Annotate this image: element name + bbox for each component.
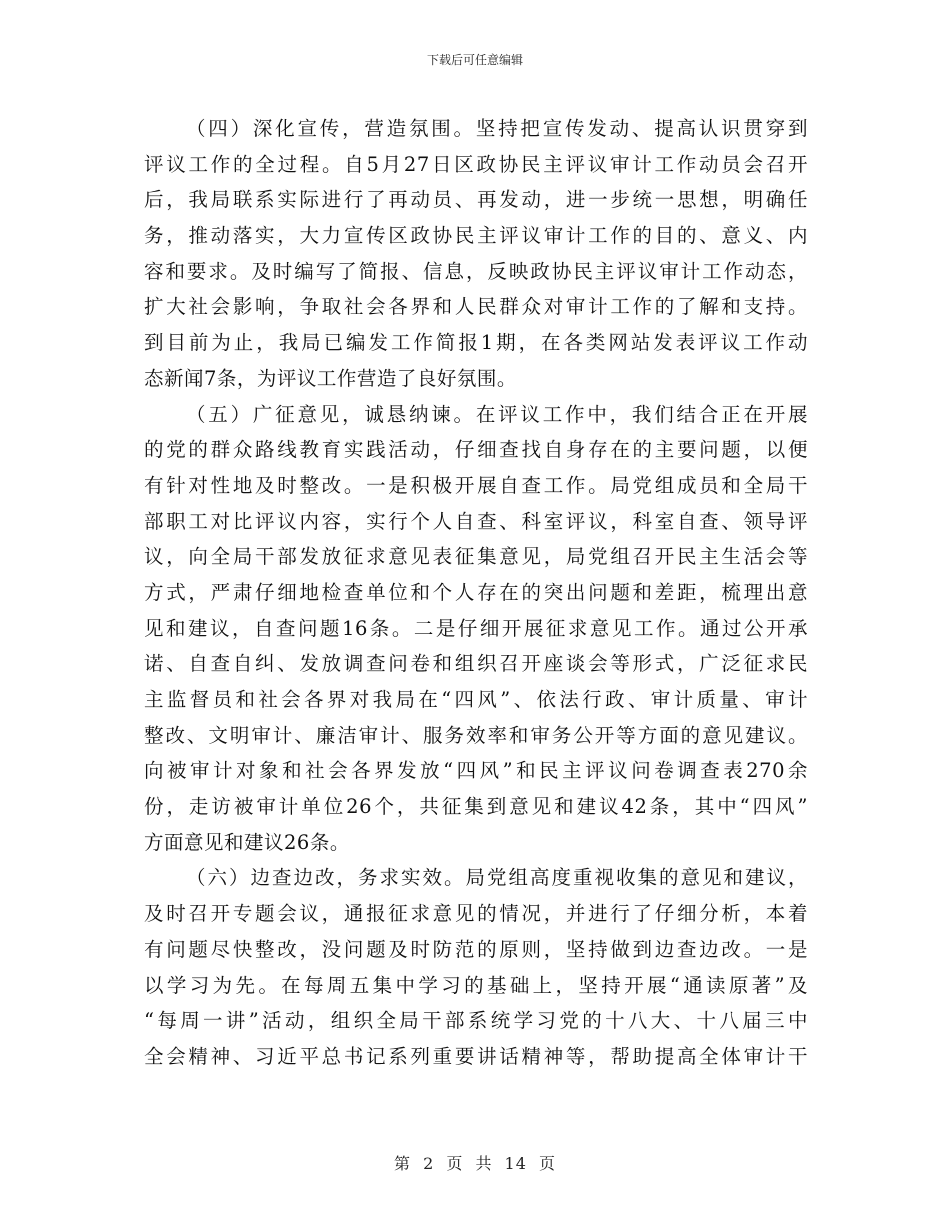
paragraph-line: 以学习为先。在每周五集中学习的基础上，坚持开展“通读原著”及	[144, 973, 808, 997]
paragraph-line: 到目前为止，我局已编发工作简报1期，在各类网站发表评议工作动	[144, 331, 808, 355]
paragraph-line: 整改、文明审计、廉洁审计、服务效率和审务公开等方面的意见建议。	[144, 723, 808, 747]
paragraph-line: 主监督员和社会各界对我局在“四风”、依法行政、审计质量、审计	[144, 688, 808, 711]
paragraph-line: 全会精神、习近平总书记系列重要讲话精神等，帮助提高全体审计干	[144, 1044, 808, 1068]
paragraph-line: 的党的群众路线教育实践活动，仔细查找自身存在的主要问题，以便	[144, 438, 808, 462]
paragraph-line: 见和建议，自查问题16条。二是仔细开展征求意见工作。通过公开承	[144, 616, 808, 640]
document-body	[144, 111, 808, 1075]
paragraph-line: 后，我局联系实际进行了再动员、再发动，进一步统一思想，明确任	[144, 188, 808, 212]
paragraph-line: “每周一讲”活动，组织全局干部系统学习党的十八大、十八届三中	[144, 1009, 808, 1033]
paragraph-line: 态新闻7条，为评议工作营造了良好氛围。	[144, 366, 517, 390]
page-header: 下载后可任意编辑	[426, 53, 523, 67]
paragraph-line: 容和要求。及时编写了简报、信息，反映政协民主评议审计工作动态，	[144, 259, 808, 283]
paragraph-line: 方面意见和建议26条。	[144, 830, 350, 854]
paragraph-line: 诺、自查自纠、发放调查问卷和组织召开座谈会等形式，广泛征求民	[144, 652, 808, 676]
paragraph-line: 向被审计对象和社会各界发放“四风”和民主评议问卷调查表270余	[144, 759, 808, 783]
page-number-footer: 第 2 页 共 14 页	[394, 1154, 556, 1173]
paragraph-line: 部职工对比评议内容，实行个人自查、科室评议，科室自查、领导评	[144, 509, 808, 533]
paragraph-line: 份，走访被审计单位26个，共征集到意见和建议42条，其中“四风”	[144, 795, 808, 819]
paragraph-line: （六）边查边改，务求实效。局党组高度重视收集的意见和建议，	[186, 866, 808, 890]
paragraph-line: 方式，严肃仔细地检查单位和个人存在的突出问题和差距，梳理出意	[144, 580, 808, 604]
paragraph-line: 及时召开专题会议，通报征求意见的情况，并进行了仔细分析，本着	[144, 902, 808, 926]
paragraph-line: 评议工作的全过程。自5月27日区政协民主评议审计工作动员会召开	[144, 152, 808, 176]
paragraph-line: 有针对性地及时整改。一是积极开展自查工作。局党组成员和全局干	[144, 473, 808, 497]
paragraph-line: （四）深化宣传，营造氛围。坚持把宣传发动、提高认识贯穿到	[186, 117, 808, 140]
paragraph-line: （五）广征意见，诚恳纳谏。在评议工作中，我们结合正在开展	[186, 402, 808, 426]
paragraph-line: 议，向全局干部发放征求意见表征集意见，局党组召开民主生活会等	[144, 545, 808, 569]
paragraph-line: 有问题尽快整改，没问题及时防范的原则，坚持做到边查边改。一是	[144, 937, 808, 961]
paragraph-line: 务，推动落实，大力宣传区政协民主评议审计工作的目的、意义、内	[144, 224, 808, 248]
paragraph-line: 扩大社会影响，争取社会各界和人民群众对审计工作的了解和支持。	[144, 295, 808, 319]
